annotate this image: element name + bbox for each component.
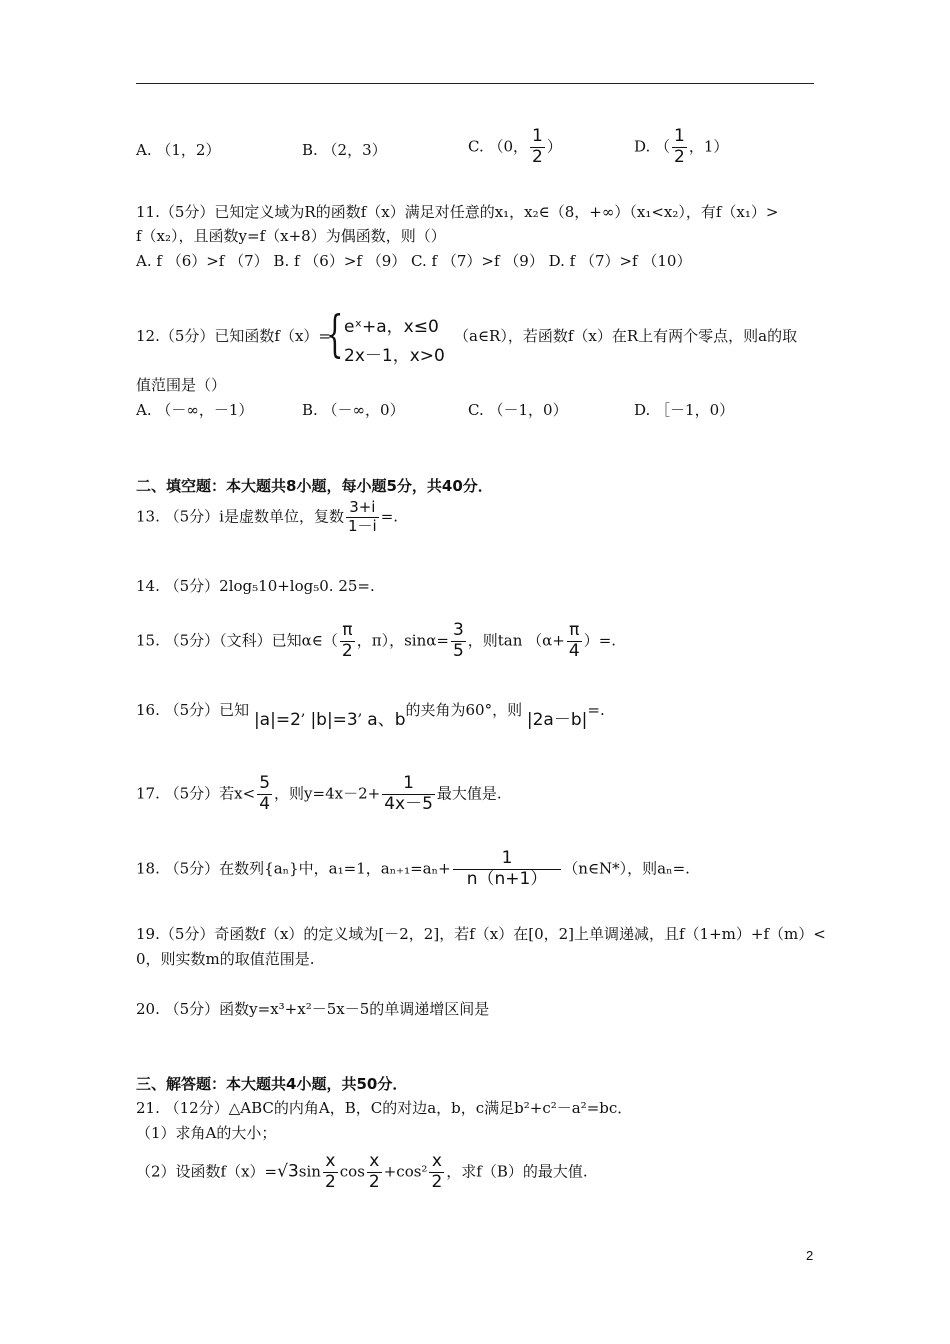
q16: 16. （5分）已知 |a|=2, |b|=3, a、b的夹角为60°，则 |2a－b|=. bbox=[136, 701, 605, 730]
q13: 13. （5分）i是虚数单位，复数 $\frac{3+i}{1-i}$ =. bbox=[136, 498, 399, 535]
q11-line2: f（x₂），且函数y=f（x+8）为偶函数，则（） bbox=[136, 227, 446, 245]
vector-expression: |2a－b| bbox=[526, 710, 588, 730]
section2-heading: 二、填空题：本大题共8小题，每小题5分，共40分． bbox=[136, 477, 493, 495]
fraction: $\frac{1}{n(n+1)}$ bbox=[453, 850, 562, 889]
q12-post: （a∈R），若函数f（x）在R上有两个零点，则a的取 bbox=[454, 327, 798, 345]
page-number: 2 bbox=[806, 1248, 814, 1263]
q21-part1: （1）求角A的大小； bbox=[136, 1124, 277, 1142]
q10-option-a: A. （1，2） bbox=[136, 141, 221, 159]
fraction: $\frac{1}{4x-5}$ bbox=[384, 773, 433, 814]
vector-a-magnitude: |a|=2 bbox=[253, 710, 301, 730]
q12-option-d: D. ［－1，0） bbox=[634, 401, 735, 419]
fraction: $\frac{x}{2}$ bbox=[324, 1151, 336, 1192]
vector-b-magnitude: |b|=3 bbox=[310, 710, 358, 730]
q10-option-d: D. （ $\frac{1}{2}$ ，1） bbox=[634, 126, 729, 167]
header-rule bbox=[136, 83, 814, 84]
q17: 17. （5分）若x< $\frac{5}{4}$ ，则y=4x－2+ $\frac{1}{4x-5}$ 最大值是. bbox=[136, 773, 502, 814]
fraction: $\frac{\pi}{4}$ bbox=[568, 620, 580, 661]
q19-line2: 0，则实数m的取值范围是. bbox=[136, 950, 315, 968]
fraction: $\frac{\pi}{2}$ bbox=[341, 620, 353, 661]
q21-part2: （2）设函数f（x）=√3sin $\frac{x}{2}$ cos $\frac{x}{2}$ +cos² $\frac{x}{2}$ ，求f（B）的最大值. bbox=[136, 1151, 588, 1192]
q11-line1: 11.（5分）已知定义域为R的函数f（x）满足对任意的x₁，x₂∈（8，+∞）（x₁<x₂），有f（x₁）> bbox=[136, 203, 779, 221]
sqrt3: √3 bbox=[277, 1161, 299, 1182]
q12-case1: eˣ+a，x≤0 bbox=[344, 317, 439, 337]
fraction: $\frac{3}{5}$ bbox=[452, 620, 464, 661]
fraction: $\frac{x}{2}$ bbox=[431, 1151, 443, 1192]
q12-option-b: B. （－∞，0） bbox=[302, 401, 405, 419]
q11-options: A. f （6）>f （7） B. f （6）>f （9） C. f （7）>f （9） D. f （7）>f （10） bbox=[136, 252, 692, 270]
fraction: $\frac{1}{2}$ bbox=[532, 126, 543, 167]
q12-option-a: A. （－∞，－1） bbox=[136, 401, 254, 419]
piecewise-brace-icon: { bbox=[326, 305, 344, 363]
q10-option-b: B. （2，3） bbox=[302, 141, 387, 159]
q12-pre: 12.（5分）已知函数f（x）= bbox=[136, 327, 331, 345]
q20: 20. （5分）函数y=x³+x²－5x－5的单调递增区间是 bbox=[136, 1000, 490, 1018]
fraction: $\frac{x}{2}$ bbox=[368, 1151, 380, 1192]
q12-case2: 2x－1，x>0 bbox=[344, 346, 445, 366]
q14: 14. （5分）2log₅10+log₅0. 25=. bbox=[136, 577, 375, 595]
section3-heading: 三、解答题：本大题共4小题，共50分． bbox=[136, 1075, 408, 1093]
q18: 18. （5分）在数列{aₙ}中，a₁=1，aₙ₊₁=aₙ+ $\frac{1}{n(n+1)}$ （n∈N*），则aₙ=. bbox=[136, 848, 690, 889]
q21-line1: 21. （12分）△ABC的内角A，B，C的对边a，b，c满足b²+c²－a²=bc． bbox=[136, 1099, 633, 1117]
vectors-a-b: a、b bbox=[367, 710, 406, 730]
q19-line1: 19.（5分）奇函数f（x）的定义域为[－2，2]，若f（x）在[0，2]上单调递减，且f（1+m）+f（m）< bbox=[136, 925, 826, 943]
q15: 15. （5分）（文科）已知α∈（ $\frac{\pi}{2}$ ，π），sinα= $\frac{3}{5}$ ，则tan （α+ $\frac{\pi}{4}$ ）=. bbox=[136, 620, 617, 661]
fraction: $\frac{3+i}{1-i}$ bbox=[347, 498, 377, 535]
fraction: $\frac{5}{4}$ bbox=[259, 773, 271, 814]
fraction: $\frac{1}{2}$ bbox=[674, 126, 685, 167]
q10-option-c: C. （0， $\frac{1}{2}$ ） bbox=[468, 126, 562, 167]
q12-line2: 值范围是（） bbox=[136, 376, 227, 394]
q12-option-c: C. （－1，0） bbox=[468, 401, 568, 419]
